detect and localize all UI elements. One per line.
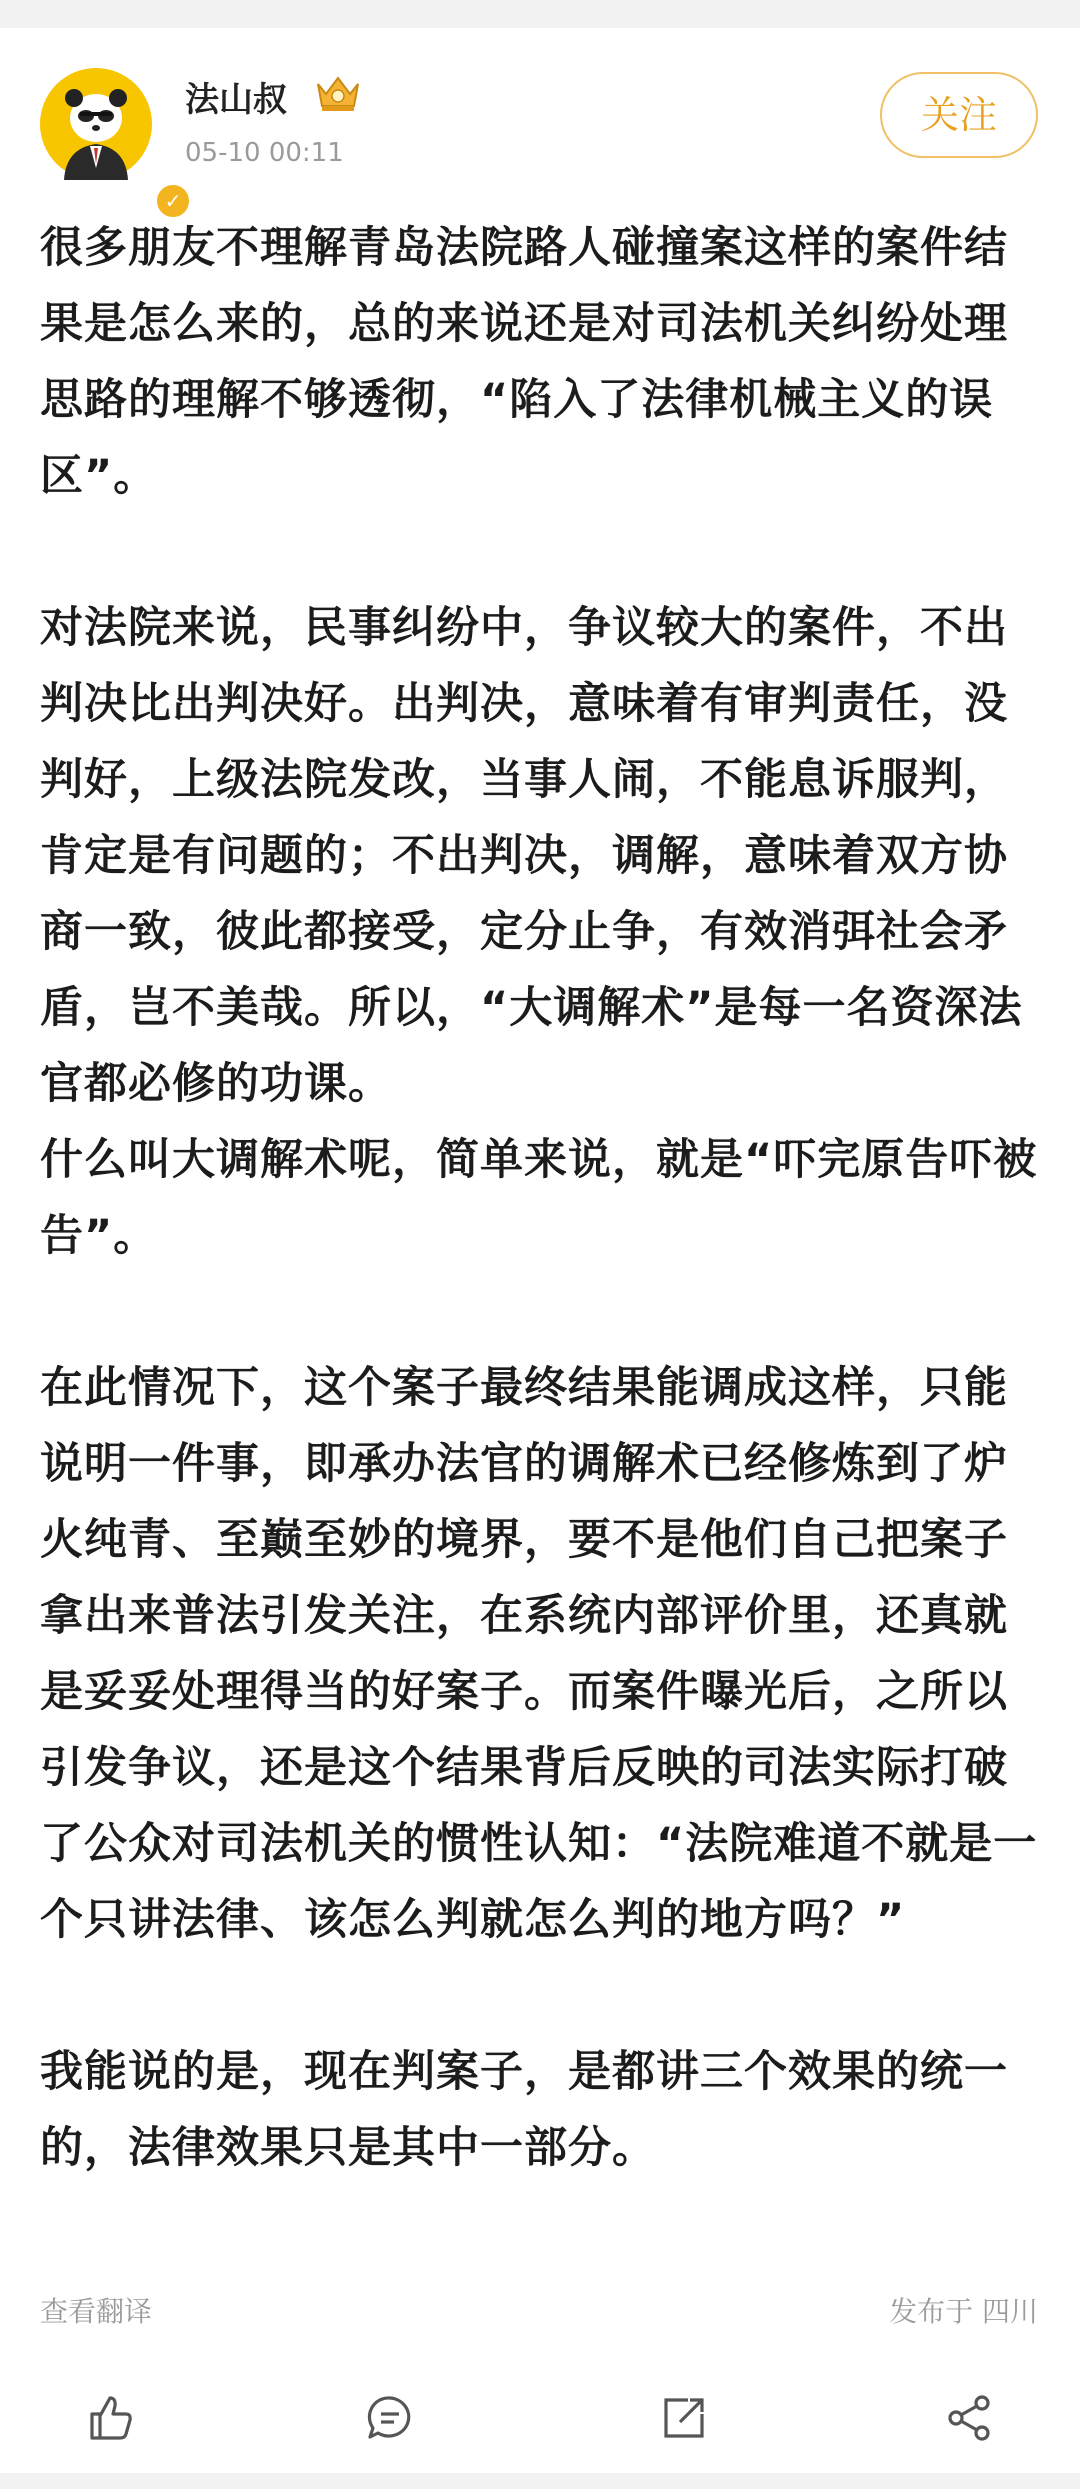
post-paragraph: 在此情况下，这个案子最终结果能调成这样，只能说明一件事，即承办法官的调解术已经修炼到了炉火纯青、至巅至妙的境界，要不是他们自己把案子拿出来普法引发关注，在系统内部评价里，还真就是妥妥处理得当的好案子。而案件曝光后，之所以引发争议，还是这个结果背后反映的司法实际打破了公众对司法机关的惯性认知：“法院难道不就是一个只讲法律、该怎么判就怎么判的地方吗？” <box>40 1363 1038 1945</box>
post-card <box>0 28 1080 2473</box>
follow-button[interactable]: 关注 <box>880 72 1038 158</box>
author-avatar[interactable] <box>40 68 182 213</box>
panda-avatar-icon <box>40 68 152 180</box>
thumbs-up-icon[interactable] <box>84 2392 136 2444</box>
crown-badge-icon[interactable] <box>312 70 364 114</box>
paragraph-gap <box>40 1958 1050 2034</box>
post-body <box>40 210 1050 2186</box>
author-name[interactable]: 法山叔 <box>185 80 287 120</box>
verified-icon: ✓ <box>154 182 192 220</box>
post-location: 发布于 四川 <box>889 2295 1038 2328</box>
post-paragraph: 我能说的是，现在判案子，是都讲三个效果的统一的，法律效果只是其中一部分。 <box>40 2047 1008 2173</box>
paragraph-gap <box>40 514 1050 590</box>
translate-link[interactable]: 查看翻译 <box>40 2295 153 2328</box>
repost-icon[interactable] <box>658 2392 710 2444</box>
action-bar <box>0 2368 1080 2468</box>
comment-icon[interactable] <box>364 2392 416 2444</box>
post-paragraph: 什么叫大调解术呢，简单来说，就是“吓完原告吓被告”。 <box>40 1135 1038 1261</box>
post-time: 05-10 00:11 <box>185 138 344 168</box>
post-paragraph: 对法院来说，民事纠纷中，争议较大的案件，不出判决比出判决好。出判决，意味着有审判责任，没判好，上级法院发改，当事人闹，不能息诉服判，肯定是有问题的；不出判决，调解，意味着双方协商一致，彼此都接受，定分止争，有效消弭社会矛盾，岂不美哉。所以，“大调解术”是每一名资深法官都必修的功课。 <box>40 603 1023 1109</box>
post-paragraph: 很多朋友不理解青岛法院路人碰撞案这样的案件结果是怎么来的，总的来说还是对司法机关纠纷处理思路的理解不够透彻，“陷入了法律机械主义的误区”。 <box>40 223 1008 501</box>
paragraph-gap <box>40 1274 1050 1350</box>
share-icon[interactable] <box>944 2392 996 2444</box>
